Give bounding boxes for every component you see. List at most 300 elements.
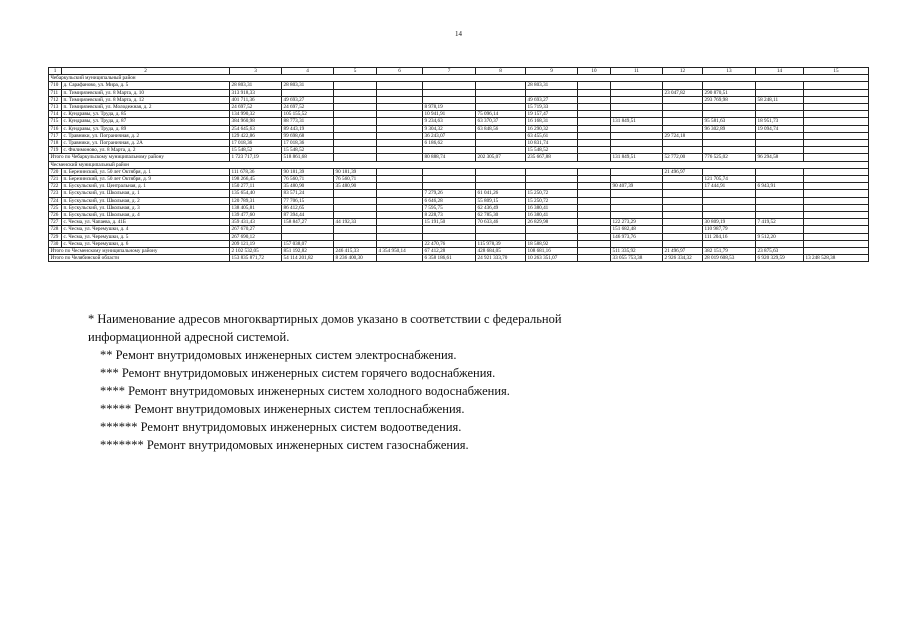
table-cell: [578, 176, 611, 183]
table-cell: 139 477,60: [230, 212, 282, 219]
table-cell: 30 809,19: [703, 219, 756, 226]
table-cell: [334, 240, 377, 247]
table-cell: 21 496,97: [663, 168, 703, 175]
table-cell: 153 835 871,72: [230, 255, 282, 262]
table-cell: [423, 226, 476, 233]
table-row: [49, 176, 869, 183]
row-number: 722: [49, 183, 62, 190]
table-cell: 401 711,36: [230, 96, 282, 103]
table-cell: [611, 111, 663, 118]
row-number: 717: [49, 132, 62, 139]
table-cell: [578, 197, 611, 204]
table-cell: [334, 104, 377, 111]
table-cell: [334, 226, 377, 233]
table-cell: [611, 240, 663, 247]
table-cell: [663, 118, 703, 125]
table-cell: [334, 212, 377, 219]
table-header-row: [49, 68, 869, 75]
table-cell: 382 151,79: [703, 248, 756, 255]
table-cell: [578, 226, 611, 233]
section-title: Чесменский муниципальный район: [49, 161, 869, 168]
table-cell: [703, 190, 756, 197]
table-cell: [756, 147, 804, 154]
table-cell: 95 581,63: [703, 118, 756, 125]
table-cell: 776 525,02: [703, 154, 756, 161]
address-cell: п. Бускульский, ул. Школьная, д. 3: [62, 204, 230, 211]
table-cell: [423, 89, 476, 96]
table-cell: 7 419,52: [756, 219, 804, 226]
table-cell: 2 926 334,32: [663, 255, 703, 262]
table-cell: 108 681,16: [526, 248, 578, 255]
table-cell: 58 248,11: [756, 96, 804, 103]
table-cell: [663, 147, 703, 154]
header-cell: 9: [526, 68, 578, 75]
table-cell: [377, 96, 423, 103]
table-cell: [611, 190, 663, 197]
table-cell: 6 186,62: [423, 140, 476, 147]
table-cell: 28 019 608,53: [703, 255, 756, 262]
table-cell: [334, 190, 377, 197]
table-cell: [663, 140, 703, 147]
table-cell: 313 918,33: [230, 89, 282, 96]
table-cell: 29 724,18: [663, 132, 703, 139]
table-row: [49, 82, 869, 89]
table-row: [49, 118, 869, 125]
table-cell: [377, 212, 423, 219]
table-cell: [476, 183, 526, 190]
address-cell: п. Березинский, ул. 50 лет Октября, д. 9: [62, 176, 230, 183]
table-cell: 44 192,33: [334, 219, 377, 226]
table-cell: 150 277,11: [230, 183, 282, 190]
table-cell: 35 480,90: [282, 183, 334, 190]
table-cell: 15 548,52: [526, 147, 578, 154]
table-cell: 7 279,26: [423, 190, 476, 197]
section-row: [49, 161, 869, 168]
table-cell: 54 114 201,82: [282, 255, 334, 262]
table-cell: 122 273,29: [611, 219, 663, 226]
total-label: Итого по Чебаркульскому муниципальному району: [49, 154, 230, 161]
table-cell: 157 038,07: [282, 240, 334, 247]
table-cell: 15 719,33: [526, 104, 578, 111]
table-cell: [526, 176, 578, 183]
table-cell: [804, 89, 869, 96]
table-row: [49, 190, 869, 197]
table-cell: [526, 168, 578, 175]
repair-cost-table: [48, 67, 869, 262]
table-cell: 17 444,91: [703, 183, 756, 190]
table-cell: [611, 204, 663, 211]
table-cell: 290 870,51: [703, 89, 756, 96]
table-cell: 8 978,19: [423, 104, 476, 111]
address-cell: с. Кундравы, ул. Труда, д. 89: [62, 125, 230, 132]
table-cell: 146 973,76: [611, 233, 663, 240]
table-cell: [377, 104, 423, 111]
table-cell: [804, 82, 869, 89]
row-number: 727: [49, 219, 62, 226]
table-cell: 18 951,73: [756, 118, 804, 125]
table-cell: 87 394,44: [282, 212, 334, 219]
header-cell: 11: [611, 68, 663, 75]
table-cell: 246 415,33: [334, 248, 377, 255]
table-cell: 24 697,52: [282, 104, 334, 111]
table-cell: 209 121,19: [230, 240, 282, 247]
table-cell: 198 266,45: [230, 176, 282, 183]
table-cell: 9 234,63: [423, 118, 476, 125]
row-number: 721: [49, 176, 62, 183]
table-row: [49, 240, 869, 247]
address-cell: с. Кундравы, ул. Труда, д. 87: [62, 118, 230, 125]
table-cell: [663, 183, 703, 190]
table-cell: [804, 140, 869, 147]
table-cell: [663, 240, 703, 247]
table-cell: 23 047,82: [663, 89, 703, 96]
table-cell: [663, 176, 703, 183]
row-number: 723: [49, 190, 62, 197]
table-cell: 99 698,68: [282, 132, 334, 139]
table-cell: [611, 140, 663, 147]
table-row: [49, 132, 869, 139]
footnote-5: ***** Ремонт внутридомовых инженерных систем теплоснабжения.: [100, 402, 465, 416]
table-cell: [804, 204, 869, 211]
table-cell: [804, 219, 869, 226]
table-row: [49, 140, 869, 147]
table-cell: [756, 204, 804, 211]
table-cell: [377, 140, 423, 147]
table-cell: 131 849,51: [611, 118, 663, 125]
table-cell: 202 305,07: [476, 154, 526, 161]
row-number: 719: [49, 147, 62, 154]
address-cell: с. Травники, ул. Пограничная, д. 2: [62, 132, 230, 139]
table-cell: 135 654,40: [230, 190, 282, 197]
table-cell: 16 380,41: [526, 212, 578, 219]
table-cell: [756, 132, 804, 139]
table-cell: 851 192,82: [282, 248, 334, 255]
table-cell: [756, 190, 804, 197]
table-cell: 10 263 351,07: [526, 255, 578, 262]
table-cell: [611, 89, 663, 96]
table-cell: [578, 89, 611, 96]
address-cell: с. Филимоново, ул. 8 Марта, д. 2: [62, 147, 230, 154]
table-cell: [804, 96, 869, 103]
header-cell: 10: [578, 68, 611, 75]
table-cell: [703, 132, 756, 139]
table-cell: 24 921 333,70: [476, 255, 526, 262]
table-cell: 151 682,48: [611, 226, 663, 233]
footnote-7: ******* Ремонт внутридомовых инженерных систем газоснабжения.: [100, 438, 469, 452]
table-cell: 518 861,68: [282, 154, 334, 161]
table-cell: [578, 104, 611, 111]
table-cell: [423, 233, 476, 240]
table-cell: 76 560,71: [282, 176, 334, 183]
table-cell: [526, 183, 578, 190]
table-cell: [282, 233, 334, 240]
table-cell: 63 848,56: [476, 125, 526, 132]
table-cell: [611, 197, 663, 204]
table-cell: [334, 125, 377, 132]
table-cell: [611, 168, 663, 175]
table-cell: [804, 248, 869, 255]
table-cell: [703, 204, 756, 211]
table-cell: [282, 226, 334, 233]
table-cell: 428 684,05: [476, 248, 526, 255]
table-cell: 67 412,28: [423, 248, 476, 255]
table-cell: [611, 176, 663, 183]
table-cell: 88 773,31: [282, 118, 334, 125]
table-cell: 83 571,24: [282, 190, 334, 197]
header-cell: 8: [476, 68, 526, 75]
table-cell: [578, 118, 611, 125]
table-cell: 15 191,50: [423, 219, 476, 226]
address-cell: с. Чесма, ул. Черемушки, д. 4: [62, 226, 230, 233]
table-cell: [526, 233, 578, 240]
header-cell: 12: [663, 68, 703, 75]
table-cell: [756, 226, 804, 233]
address-cell: с. Кундравы, ул. Труда, д. 85: [62, 111, 230, 118]
table-cell: 62 785,30: [476, 212, 526, 219]
table-cell: [804, 168, 869, 175]
table-cell: [804, 197, 869, 204]
table-cell: 24 697,52: [230, 104, 282, 111]
address-cell: с. Травники, ул. Пограничная, д. 2А: [62, 140, 230, 147]
table-cell: [756, 104, 804, 111]
table-cell: [804, 190, 869, 197]
table-cell: [703, 111, 756, 118]
table-cell: [578, 204, 611, 211]
table-cell: [804, 226, 869, 233]
table-cell: [377, 154, 423, 161]
table-cell: 121 705,74: [703, 176, 756, 183]
table-cell: [611, 82, 663, 89]
table-cell: 8 228,73: [423, 212, 476, 219]
row-number: 725: [49, 204, 62, 211]
table-cell: [334, 82, 377, 89]
table-cell: 15 250,72: [526, 190, 578, 197]
row-number: 714: [49, 111, 62, 118]
table-cell: [423, 176, 476, 183]
table-cell: 17 018,36: [230, 140, 282, 147]
address-cell: п. Бускульский, ул. Центральная, д. 1: [62, 183, 230, 190]
table-cell: [578, 96, 611, 103]
table-cell: 28 803,31: [526, 82, 578, 89]
table-cell: [703, 82, 756, 89]
table-cell: [578, 140, 611, 147]
table-cell: [756, 176, 804, 183]
table-cell: 7 595,75: [423, 204, 476, 211]
table-cell: [334, 233, 377, 240]
table-cell: [423, 82, 476, 89]
table-cell: 61 041,26: [476, 190, 526, 197]
table-cell: [578, 154, 611, 161]
row-number: 718: [49, 140, 62, 147]
header-cell: 7: [423, 68, 476, 75]
table-cell: [663, 197, 703, 204]
table-cell: [377, 89, 423, 96]
address-cell: с. Чесма, ул. Чапаева, д. 41Б: [62, 219, 230, 226]
total-row: [49, 255, 869, 262]
header-cell: 6: [377, 68, 423, 75]
table-cell: 86 412,65: [282, 204, 334, 211]
table-cell: [423, 96, 476, 103]
table-cell: [377, 82, 423, 89]
table-cell: [663, 82, 703, 89]
table-cell: [526, 226, 578, 233]
table-cell: 105 155,52: [282, 111, 334, 118]
total-row: [49, 154, 869, 161]
table-cell: 511 335,92: [611, 248, 663, 255]
table-cell: [578, 240, 611, 247]
table-cell: [804, 233, 869, 240]
table-cell: [703, 140, 756, 147]
table-cell: [578, 111, 611, 118]
table-cell: 77 706,15: [282, 197, 334, 204]
table-cell: [756, 168, 804, 175]
table-cell: [377, 118, 423, 125]
table-cell: [334, 204, 377, 211]
table-cell: 115 978,39: [476, 240, 526, 247]
address-cell: с. Чесма, ул. Черемушки, д. 5: [62, 233, 230, 240]
table-cell: 89 443,19: [282, 125, 334, 132]
table-cell: [611, 104, 663, 111]
table-cell: [377, 168, 423, 175]
table-cell: 111 678,36: [230, 168, 282, 175]
table-cell: [578, 190, 611, 197]
table-cell: [282, 89, 334, 96]
table-cell: 22 470,76: [423, 240, 476, 247]
table-cell: [377, 219, 423, 226]
table-cell: [804, 104, 869, 111]
table-cell: [578, 82, 611, 89]
table-cell: 49 693,27: [282, 96, 334, 103]
table-row: [49, 111, 869, 118]
table-row: [49, 204, 869, 211]
table-cell: [703, 197, 756, 204]
table-cell: 15 548,52: [282, 147, 334, 154]
table-cell: [804, 183, 869, 190]
table-cell: [526, 89, 578, 96]
table-cell: 15 548,52: [230, 147, 282, 154]
address-cell: п. Тимирязевский, ул. 8 Марта, д. 12: [62, 96, 230, 103]
table-cell: [804, 154, 869, 161]
row-number: 711: [49, 89, 62, 96]
table-cell: [578, 219, 611, 226]
table-cell: [611, 212, 663, 219]
table-cell: [423, 183, 476, 190]
table-cell: 6 920 329,59: [756, 255, 804, 262]
row-number: 713: [49, 104, 62, 111]
table-cell: 80 888,74: [423, 154, 476, 161]
table-cell: [756, 197, 804, 204]
table-cell: [804, 240, 869, 247]
header-cell: 1: [49, 68, 62, 75]
table-cell: [578, 233, 611, 240]
table-cell: [476, 168, 526, 175]
table-cell: [476, 176, 526, 183]
header-cell: 5: [334, 68, 377, 75]
header-cell: 14: [756, 68, 804, 75]
table-row: [49, 104, 869, 111]
table-cell: [578, 255, 611, 262]
footnote-2: ** Ремонт внутридомовых инженерных систем электроснабжения.: [100, 348, 457, 362]
table-cell: 63 455,61: [526, 132, 578, 139]
table-cell: [663, 190, 703, 197]
header-cell: 4: [282, 68, 334, 75]
table-cell: [334, 89, 377, 96]
row-number: 712: [49, 96, 62, 103]
table-cell: 55 809,15: [476, 197, 526, 204]
table-cell: 36 243,07: [423, 132, 476, 139]
table-cell: 76 560,71: [334, 176, 377, 183]
row-number: 715: [49, 118, 62, 125]
table-cell: 4 354 950,14: [377, 248, 423, 255]
table-cell: [578, 168, 611, 175]
table-cell: [578, 132, 611, 139]
row-number: 710: [49, 82, 62, 89]
table-cell: [663, 104, 703, 111]
table-cell: [476, 140, 526, 147]
address-cell: п. Бускульский, ул. Школьная, д. 2: [62, 197, 230, 204]
table-row: [49, 125, 869, 132]
table-cell: [377, 111, 423, 118]
table-cell: 359 431,43: [230, 219, 282, 226]
table-cell: 90 407,39: [611, 183, 663, 190]
table-row: [49, 147, 869, 154]
table-cell: [377, 132, 423, 139]
table-cell: [578, 183, 611, 190]
table-cell: 129 422,86: [230, 132, 282, 139]
address-cell: п. Бускульский, ул. Школьная, д. 1: [62, 190, 230, 197]
table-cell: [476, 96, 526, 103]
header-cell: 3: [230, 68, 282, 75]
table-cell: 75 096,14: [476, 111, 526, 118]
total-row: [49, 248, 869, 255]
table-cell: [334, 132, 377, 139]
footnote-1: * Наименование адресов многоквартирных домов указано в соответствии с федеральной информационной адресной системой.: [88, 312, 562, 344]
table-cell: [804, 111, 869, 118]
table-cell: 6 943,91: [756, 183, 804, 190]
footnote-4: **** Ремонт внутридомовых инженерных систем холодного водоснабжения.: [100, 384, 510, 398]
table-cell: 26 829,98: [526, 219, 578, 226]
table-cell: 52 772,00: [663, 154, 703, 161]
address-cell: п. Тимирязевский, ул. 8 Марта, д. 10: [62, 89, 230, 96]
footnote-6: ****** Ремонт внутридомовых инженерных систем водоотведения.: [100, 420, 462, 434]
table-cell: 254 645,63: [230, 125, 282, 132]
table-cell: [756, 89, 804, 96]
table-cell: [377, 190, 423, 197]
row-number: 720: [49, 168, 62, 175]
table-cell: [756, 212, 804, 219]
table-cell: 384 960,98: [230, 118, 282, 125]
table-cell: [578, 125, 611, 132]
table-cell: 15 250,72: [526, 197, 578, 204]
table-cell: [663, 233, 703, 240]
table-cell: [377, 176, 423, 183]
header-cell: 15: [804, 68, 869, 75]
table-cell: [334, 147, 377, 154]
table-cell: 33 055 753,38: [611, 255, 663, 262]
table-cell: [476, 147, 526, 154]
table-row: [49, 219, 869, 226]
table-cell: [804, 147, 869, 154]
row-number: 730: [49, 240, 62, 247]
table-cell: [334, 111, 377, 118]
table-row: [49, 212, 869, 219]
table-cell: [804, 176, 869, 183]
address-cell: п. Бускульский, ул. Школьная, д. 4: [62, 212, 230, 219]
table-cell: [611, 147, 663, 154]
table-cell: 23 875,63: [756, 248, 804, 255]
table-cell: [703, 147, 756, 154]
table-cell: [334, 154, 377, 161]
